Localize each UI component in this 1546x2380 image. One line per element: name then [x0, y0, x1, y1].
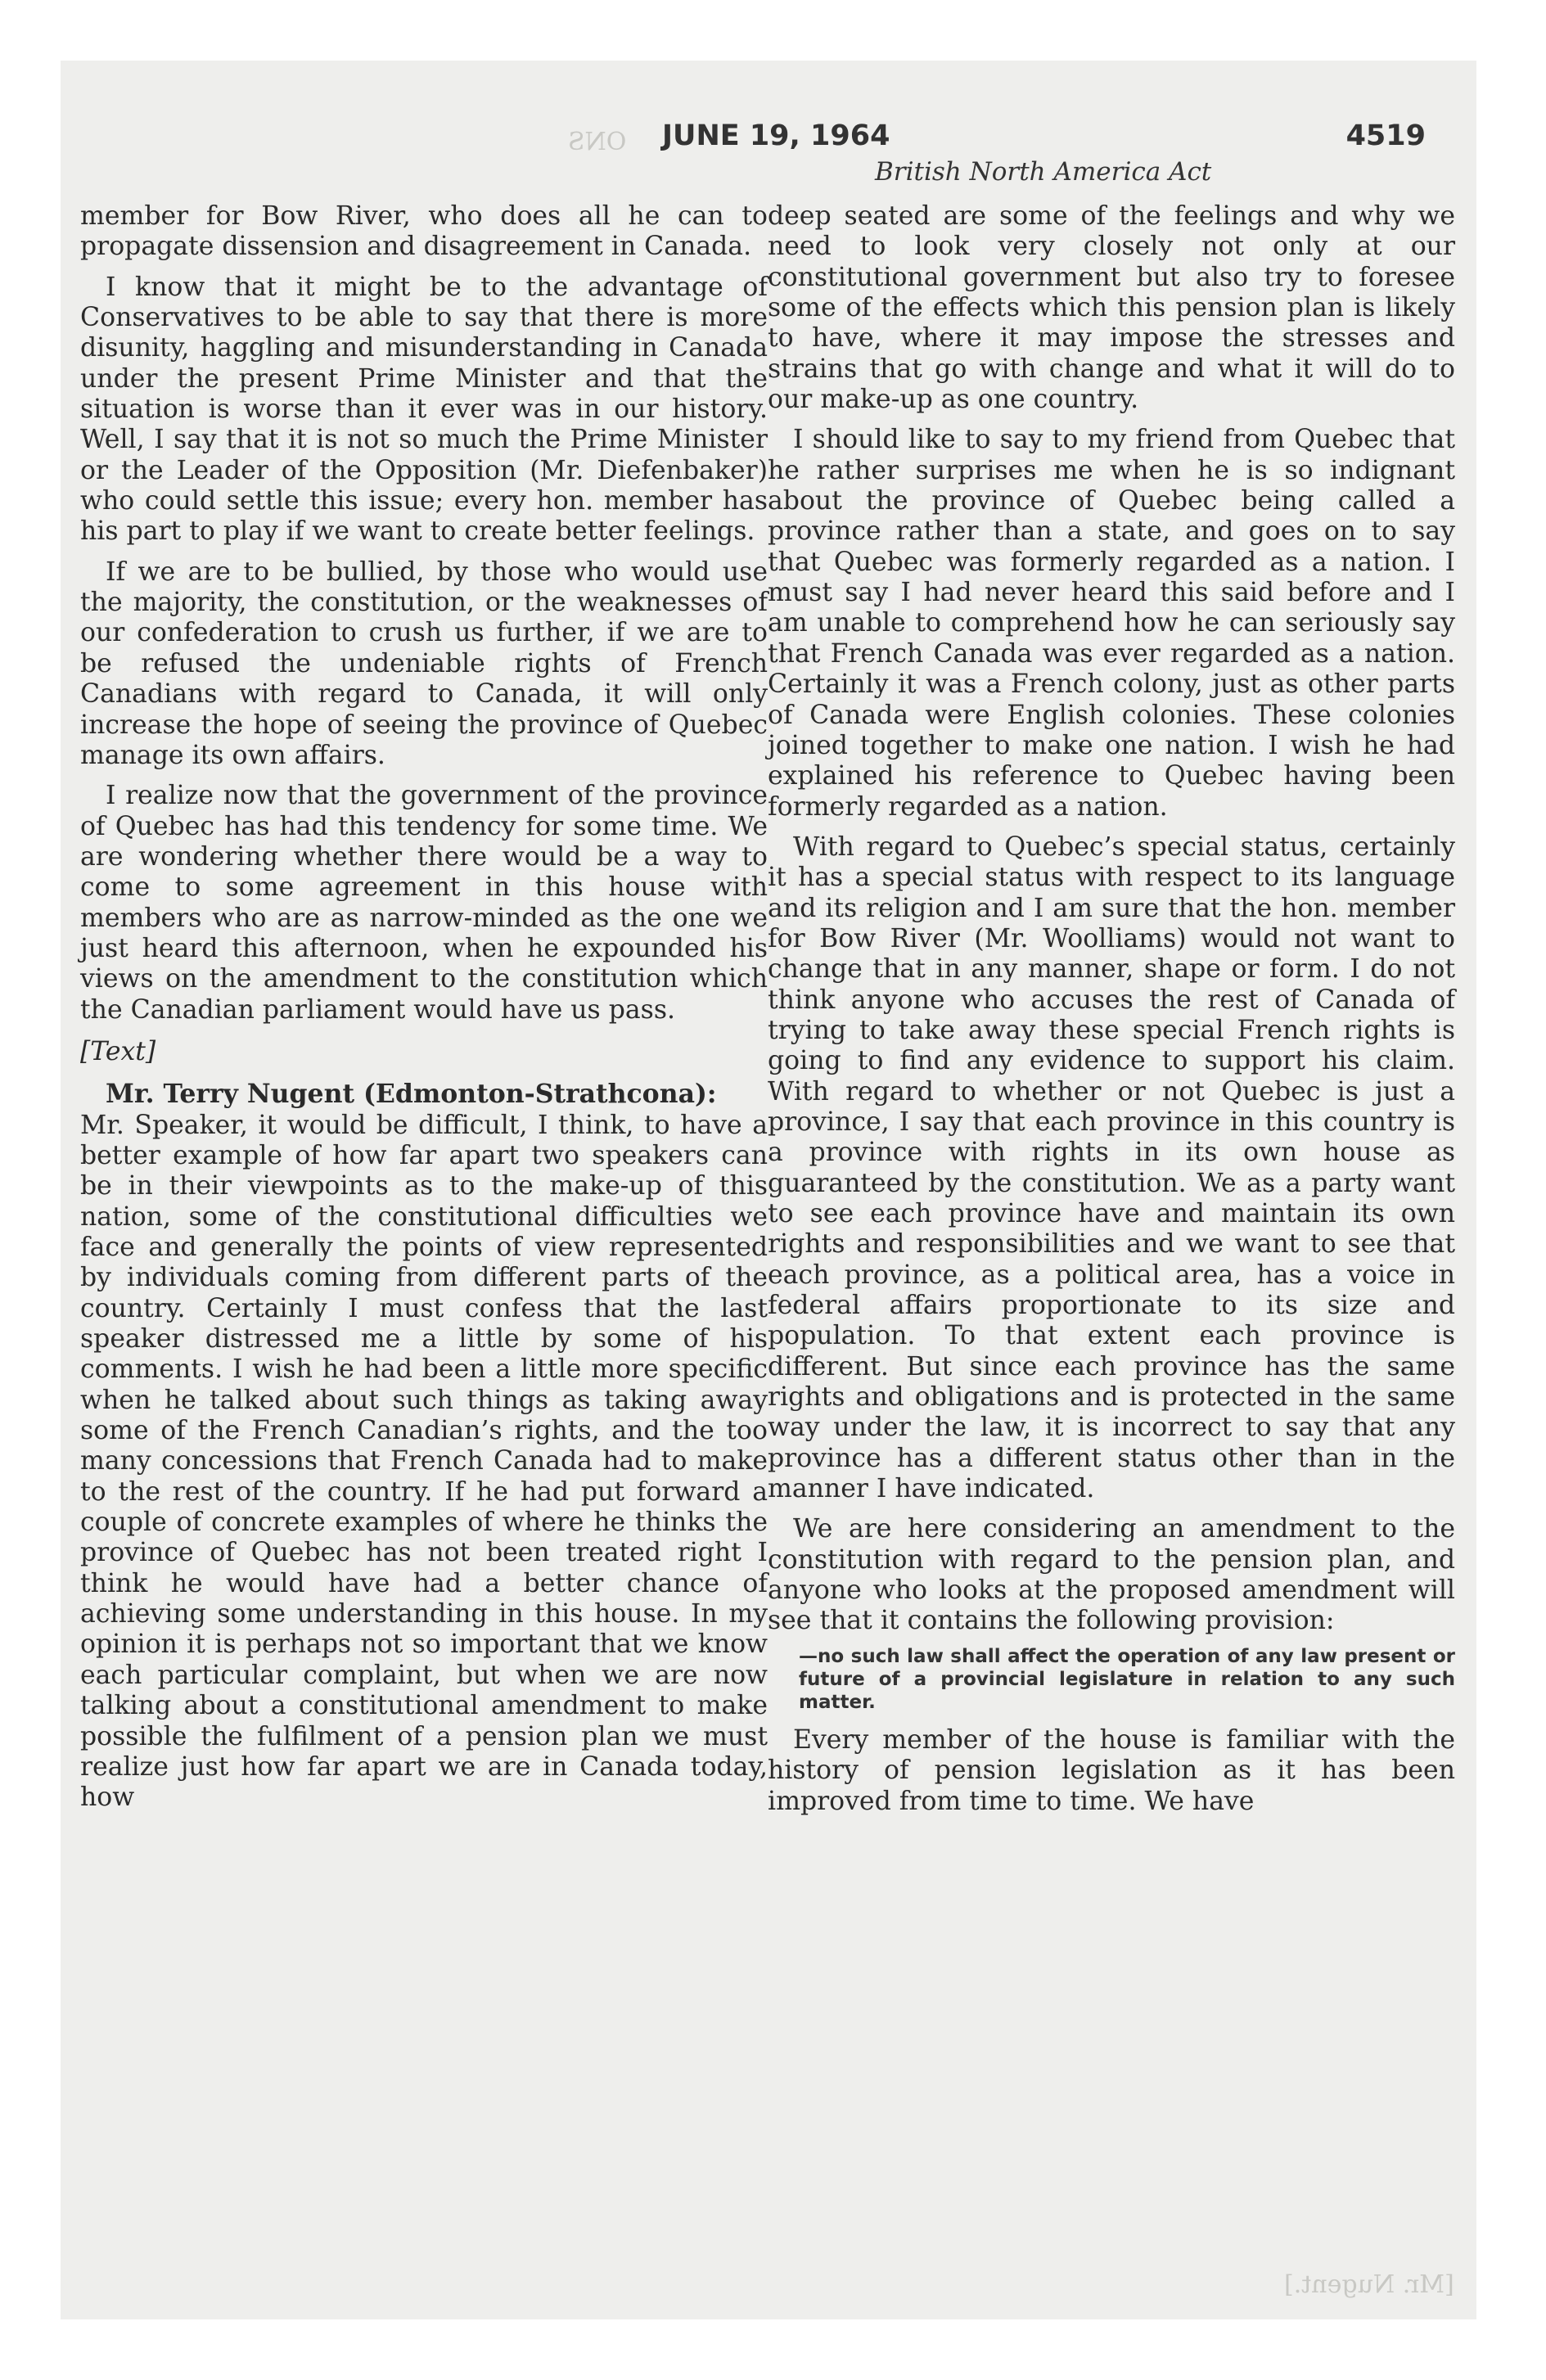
right-column	[768, 201, 1455, 2280]
left-column	[80, 201, 768, 2280]
page-date: JUNE 19, 1964	[662, 119, 890, 152]
block-quote: —no such law shall affect the operation of any law present or future of a provincial legislature in relation to any such matter.	[799, 1645, 1455, 1713]
paragraph: deep seated are some of the feelings and why we need to look very closely not only at our constitutional government but also try to foresee some of the effects which this pension plan is likely to have, where it may impose the stresses and strains that go with change and what it will do to our make-up as one country.	[768, 201, 1455, 415]
paragraph: I should like to say to my friend from Quebec that he rather surprises me when he is so indignant about the province of Quebec being called a province rather than a state, and goes on to say that Quebec was formerly regarded as a nation. I must say I had never heard this said before and I am unable to comprehend how he can seriously say that French Canada was ever regarded as a nation. Certainly it was a French colony, just as other parts of Canada were English colonies. These colonies joined together to make one nation. I wish he had explained his reference to Quebec having been formerly regarded as a nation.	[768, 425, 1455, 822]
paragraph: member for Bow River, who does all he can to propagate dissension and disagreement in Canada.	[80, 201, 768, 262]
show-through-text: [Mr. Nugent.]	[1284, 2270, 1454, 2299]
paragraph: We are here considering an amendment to the constitution with regard to the pension plan, and anyone who looks at the proposed amendment will see that it contains the following provision:	[768, 1514, 1455, 1636]
paragraph: With regard to Quebec’s special status, certainly it has a special status with respect to its language and its religion and I am sure that the hon. member for Bow River (Mr. Woolliams) would not want to change that in any manner, shape or form. I do not think anyone who accuses the rest of Canada of trying to take away these special French rights is going to find any evidence to support his claim. With regard to whether or not Quebec is just a province, I say that each province in this country is a province with rights in its own house as guaranteed by the constitution. We as a party want to see each province have and maintain its own rights and responsibilities and we want to see that each province, as a political area, has a voice in federal affairs proportionate to its size and population. To that extent each province is different. But since each province has the same rights and obligations and is protected in the same way under the law, it is incorrect to say that any province has a different status other than in the manner I have indicated.	[768, 832, 1455, 1504]
paragraph: I know that it might be to the advantage of Conservatives to be able to say that there is more disunity, haggling and misunderstanding in Canada under the present Prime Minister and that the situation is worse than it ever was in our history. Well, I say that it is not so much the Prime Minister or the Leader of the Opposition (Mr. Diefenbaker) who could settle this issue; every hon. member has his part to play if we want to create better feelings.	[80, 272, 768, 547]
show-through-text: ONS	[568, 128, 627, 156]
paragraph: I realize now that the government of the province of Quebec has had this tendency for some time. We are wondering whether there would be a way to come to some agreement in this house with members who are as narrow-minded as the one we just heard this afternoon, when he expounded his views on the amendment to the constitution which the Canadian parliament would have us pass.	[80, 781, 768, 1025]
paragraph: If we are to be bullied, by those who would use the majority, the constitution, or the weaknesses of our confederation to crush us further, if we are to be refused the undeniable rights of French Canadians with regard to Canada, it will only increase the hope of seeing the province of Quebec manage its own affairs.	[80, 557, 768, 770]
paragraph: Every member of the house is familiar with the history of pension legislation as it has been improved from time to time. We have	[768, 1724, 1455, 1816]
translation-marker: [Text]	[80, 1036, 156, 1066]
document-page	[61, 61, 1476, 2319]
speaker-name: Mr. Terry Nugent (Edmonton-Strathcona):	[106, 1079, 717, 1110]
paragraph: Mr. Speaker, it would be difficult, I think, to have a better example of how far apart two speakers can be in their viewpoints as to the make-up of this nation, some of the constitutional difficulties we face and generally the points of view represented by individuals coming from different parts of the country. Certainly I must confess that the last speaker distressed me a little by some of his comments. I wish he had been a little more specific when he talked about such things as taking away some of the French Canadian’s rights, and the too many concessions that French Canada had to make to the rest of the country. If he had put forward a couple of concrete examples of where he thinks the province of Quebec has not been treated right I think he would have had a better chance of achieving some understanding in this house. In my opinion it is perhaps not so important that we know each particular complaint, but when we are now talking about a constitutional amendment to make possible the fulfilment of a pension plan we must realize just how far apart we are in Canada today, how	[80, 1110, 768, 1813]
running-header: British North America Act	[875, 157, 1212, 187]
page-number: 4519	[1345, 119, 1426, 152]
